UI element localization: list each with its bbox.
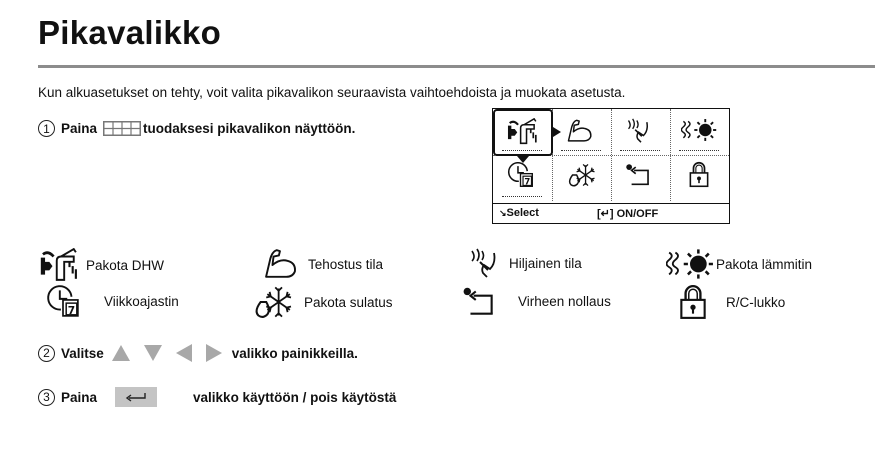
weekly-timer-icon xyxy=(507,161,534,188)
force-heater-icon xyxy=(681,118,717,142)
lcd-cell-force-dhw xyxy=(493,109,552,155)
force-defrost-icon xyxy=(250,284,296,320)
step-2 xyxy=(38,344,358,362)
quiet-mode-icon xyxy=(625,118,652,143)
lcd-select-label: Select xyxy=(506,207,539,219)
lcd-onoff-label: ON/OFF xyxy=(616,208,659,220)
legend-label: Virheen nollaus xyxy=(518,293,611,309)
error-reset-icon xyxy=(462,286,498,316)
lcd-cell-powerful xyxy=(552,109,611,155)
force-dhw-icon xyxy=(38,248,84,282)
left-arrow-icon xyxy=(176,344,192,362)
step-text-before: Valitse xyxy=(61,345,104,361)
legend-item-force-dhw xyxy=(38,248,164,282)
legend-label: Pakota DHW xyxy=(86,257,165,273)
lcd-dots xyxy=(620,150,660,151)
step-3 xyxy=(38,387,396,407)
step-number: 3 xyxy=(38,389,55,406)
step-text-after: valikko käyttöön / pois käytöstä xyxy=(193,389,397,405)
legend-item-quiet xyxy=(467,248,582,278)
force-heater-icon xyxy=(666,248,714,280)
legend-item-powerful xyxy=(262,248,383,280)
down-arrow-icon xyxy=(144,345,162,361)
right-arrow-icon xyxy=(206,344,222,362)
lcd-onoff-hint: [↵] ON/OFF xyxy=(597,208,659,220)
legend-label: R/C-lukko xyxy=(726,294,786,310)
page-title: Pikavalikko xyxy=(38,14,222,51)
lcd-dots xyxy=(502,196,542,197)
lcd-cell-rc-lock xyxy=(670,155,729,201)
step-number: 2 xyxy=(38,345,55,362)
lcd-dots xyxy=(679,150,719,151)
rc-lock-icon xyxy=(678,284,708,320)
step-text-after: valikko painikkeilla. xyxy=(231,345,358,361)
lcd-screen xyxy=(492,108,730,224)
step-text-before: Paina xyxy=(61,121,98,136)
up-arrow-icon xyxy=(112,345,130,361)
select-arrow-icon: ↘ xyxy=(499,208,507,218)
lcd-select-hint xyxy=(499,207,539,219)
lcd-dots xyxy=(502,150,542,151)
enter-button-icon xyxy=(115,387,157,407)
legend-label: Pakota lämmitin xyxy=(716,256,813,272)
title-rule xyxy=(38,65,875,68)
step-1 xyxy=(38,120,355,137)
step-text-before: Paina xyxy=(61,389,98,405)
legend-item-force-heater xyxy=(666,248,812,280)
intro-text: Kun alkuasetukset on tehty, voit valita pikavalikon seuraavista vaihtoehdoista ja muokata asetusta. xyxy=(38,85,626,100)
step-text-after: tuodaksesi pikavalikon näyttöön. xyxy=(143,121,356,136)
legend-label: Viikkoajastin xyxy=(104,293,179,309)
quick-menu-button-icon xyxy=(103,121,141,136)
legend-item-force-defrost xyxy=(250,284,393,320)
lcd-cell-quiet xyxy=(611,109,670,155)
error-reset-icon xyxy=(625,163,653,186)
step-number: 1 xyxy=(38,120,55,137)
lcd-cell-force-defrost xyxy=(552,155,611,201)
lcd-cell-force-heater xyxy=(670,109,729,155)
powerful-mode-icon xyxy=(566,118,594,144)
powerful-mode-icon xyxy=(262,248,300,280)
force-defrost-icon xyxy=(566,162,597,188)
legend-label: Pakota sulatus xyxy=(304,294,393,310)
weekly-timer-icon xyxy=(46,284,80,318)
legend-item-error-reset xyxy=(462,286,611,316)
lcd-cell-error-reset xyxy=(611,155,670,201)
quiet-mode-icon xyxy=(467,248,501,278)
legend-item-rc-lock xyxy=(678,284,785,320)
force-dhw-icon xyxy=(507,118,541,145)
legend-label: Tehostus tila xyxy=(308,256,384,272)
legend-label: Hiljainen tila xyxy=(509,255,582,271)
rc-lock-icon xyxy=(688,161,710,188)
enter-icon: ↵ xyxy=(600,208,610,220)
lcd-footer xyxy=(493,203,729,224)
legend-item-weekly-timer xyxy=(46,284,179,318)
lcd-dots xyxy=(561,150,601,151)
lcd-cell-weekly-timer xyxy=(493,155,552,201)
